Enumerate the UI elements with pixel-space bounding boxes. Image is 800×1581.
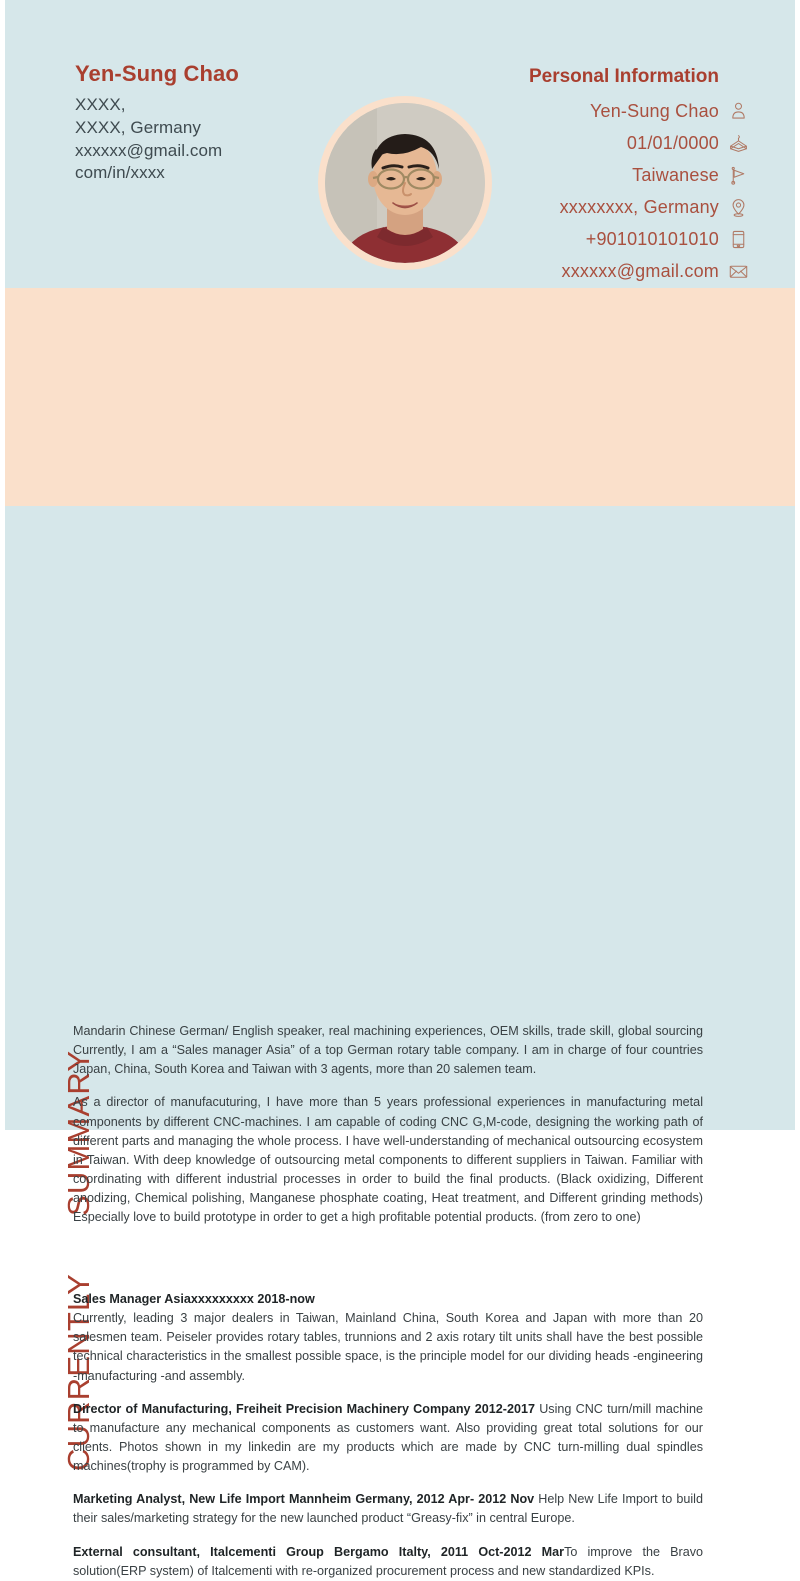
personal-info-row-birthdate <box>419 129 749 158</box>
summary-paragraph-1: Mandarin Chinese German/ English speaker, real machining experiences, OEM skills, trade skill, global sourcing Currently, I am a “Sales manager Asia” of a top German rotary table company. I am in charge of four countries Japan, China, South Korea and Taiwan with 3 agents, more than 20 salemen team. <box>73 1024 703 1077</box>
personal-info-value-location: xxxxxxxx, Germany <box>559 196 719 217</box>
personal-info-row-location <box>419 193 749 222</box>
currently-entry-director <box>73 1400 703 1477</box>
currently-entry-sales-manager <box>73 1290 703 1386</box>
personal-info-value-email: xxxxxx@gmail.com <box>561 260 719 281</box>
currently-title-director: Director of Manufacturing, Freiheit Precision Machinery Company 2012-2017 <box>73 1401 535 1416</box>
currently-title-marketing-analyst: Marketing Analyst, New Life Import Mannheim Germany, 2012 Apr- 2012 Nov <box>73 1492 535 1507</box>
currently-body-marketing-analyst: Help New Life Import to build their sales/marketing strategy for the new launched product “Greasy-fix” in central Europe. <box>73 1492 703 1526</box>
contact-line-city: XXXX, Germany <box>75 117 202 137</box>
currently-entry-external-consultant <box>73 1543 703 1581</box>
contact-line-street: XXXX, <box>75 95 126 115</box>
summary-content <box>73 1022 703 1227</box>
currently-title-external-consultant: External consultant, Italcementi Group Bergamo Italty, 2011 Oct-2012 Mar <box>73 1544 565 1559</box>
person-icon <box>728 100 749 123</box>
education-band <box>5 288 795 506</box>
section-label-summary: SUMMARY <box>61 1049 96 1216</box>
contact-line-email: xxxxxx@gmail.com <box>75 140 223 160</box>
location-pin-icon <box>728 196 749 219</box>
summary-paragraph-2: As a director of manufacuturing, I have more than 5 years professional experiences in manufacturing metal components by different CNC-machines. I am capable of coding CNC G,M-code, designing the working path of different parts and managing the whole process. I have well-understanding of mechanical outsourcing ecosystem in Taiwan. With deep knowledge of outsourcing metal components to different suppliers in Taiwan. Familiar with coordinating with different industrial processes in order to build the final products. (Black oxidizing, Different anodizing, Chemical polishing, Manganese phosphate coating, Heat treatment, and Different grinding methods) Especially love to build prototype in order to get a high profitable potential products. (from zero to one) <box>73 1095 703 1225</box>
contact-line-linkedin: com/in/xxxx <box>75 163 165 183</box>
currently-body-sales-manager: Currently, leading 3 major dealers in Taiwan, Mainland China, South Korea and Japan with more than 20 salesmen team. Peiseler provides rotary tables, trunnions and 2 axis rotary tilt units shall have the best possible technical characteristics in the smallest possible space, is the principle model for our dividing heads -engineering -manufacturing -and assembly. <box>73 1311 703 1383</box>
currently-body-external-consultant: To improve the Bravo solution(ERP system) of Italcementi with re-organized procurement process and new standardized KPIs. <box>73 1544 703 1578</box>
personal-info-row-phone <box>419 225 749 254</box>
name-block <box>75 62 340 185</box>
personal-info-value-nationality: Taiwanese <box>632 164 719 185</box>
personal-info-row-name <box>419 97 749 126</box>
currently-content <box>73 1290 703 1581</box>
currently-entry-marketing-analyst <box>73 1490 703 1528</box>
currently-body-director: Using CNC turn/mill machine to manufacture any mechanical components as customers want. Also providing great total solutions for our clients. Photos shown in my linkedin are my products which are made by CNC turn-milling dual spindles machines(trophy is programmed by CAM). <box>73 1401 703 1474</box>
mobile-phone-icon <box>728 228 749 251</box>
birthday-cake-icon <box>728 132 749 155</box>
header-band <box>5 0 795 288</box>
personal-info-value-phone: +901010101010 <box>585 228 719 249</box>
personal-info-value-birthdate: 01/01/0000 <box>626 132 719 153</box>
page-title: Yen-Sung Chao <box>75 61 239 86</box>
personal-info-row-email <box>419 257 749 286</box>
personal-info-value-name: Yen-Sung Chao <box>589 100 719 121</box>
personal-info-row-nationality <box>419 161 749 190</box>
personal-information-panel <box>419 66 749 289</box>
personal-information-title: Personal Information <box>528 66 719 87</box>
section-label-currently: CURRENTLY <box>61 1273 96 1471</box>
body-band <box>5 506 795 1578</box>
currently-title-sales-manager: Sales Manager Asiaxxxxxxxxx 2018-now <box>73 1292 315 1306</box>
flag-icon <box>728 164 749 187</box>
envelope-icon <box>728 260 749 283</box>
